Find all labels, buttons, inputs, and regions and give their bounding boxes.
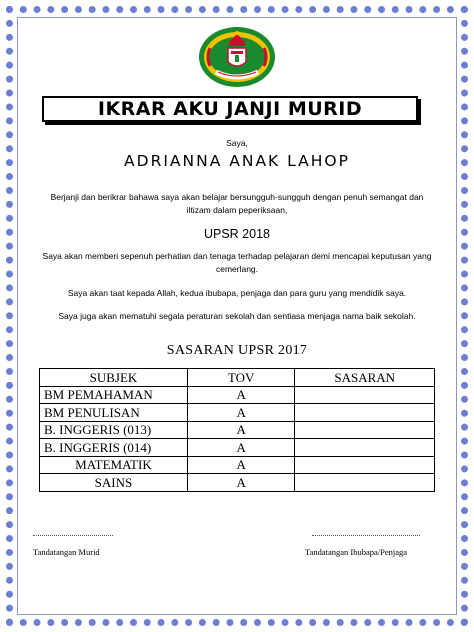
exam-label: UPSR 2018 <box>203 227 270 241</box>
school-crest-logo <box>198 26 276 88</box>
student-name: ADRIANNA ANAK LAHOP <box>124 152 350 170</box>
saya-label: Saya, <box>226 138 248 148</box>
tov-cell: A <box>187 439 295 457</box>
subject-cell: BM PEMAHAMAN <box>40 386 188 404</box>
student-signature-label: Tandatangan Murid <box>33 547 100 557</box>
table-row <box>40 386 435 404</box>
subject-cell: SAINS <box>40 474 188 492</box>
table-header-row <box>40 369 435 387</box>
subject-cell: B. INGGERIS (013) <box>40 421 188 439</box>
subject-cell: BM PENULISAN <box>40 404 188 422</box>
sasaran-cell[interactable] <box>295 386 435 404</box>
sasaran-cell[interactable] <box>295 456 435 474</box>
tov-cell: A <box>187 456 295 474</box>
targets-title: SASARAN UPSR 2017 <box>166 343 308 358</box>
pledge-paragraph-3: Saya akan taat kepada Allah, kedua ibubapa, penjaga dan para guru yang mendidik saya. <box>67 288 407 298</box>
subject-cell: MATEMATIK <box>40 456 188 474</box>
table-row <box>40 456 435 474</box>
table-row <box>40 421 435 439</box>
pledge-paragraph-2: Saya akan memberi sepenuh perhatian dan tenaga terhadap pelajaran demi mencapai keputusan yang cemerlang. <box>42 251 432 274</box>
subject-cell: B. INGGERIS (014) <box>40 439 188 457</box>
header-sasaran: SASARAN <box>295 369 435 387</box>
table-row <box>40 404 435 422</box>
sasaran-cell[interactable] <box>295 421 435 439</box>
tov-cell: A <box>187 474 295 492</box>
tov-cell: A <box>187 386 295 404</box>
pledge-paragraph-4: Saya juga akan mematuhi segala peraturan sekolah dan sentiasa menjaga nama baik sekolah. <box>58 311 416 321</box>
pledge-paragraph-1: Berjanji dan berikrar bahawa saya akan belajar bersungguh-sungguh dengan penuh semangat dan iltizam dalam peperiksaan, <box>50 192 424 215</box>
tov-cell: A <box>187 404 295 422</box>
sasaran-cell[interactable] <box>295 474 435 492</box>
sasaran-cell[interactable] <box>295 439 435 457</box>
table-row <box>40 474 435 492</box>
targets-table <box>39 368 435 492</box>
header-subjek: SUBJEK <box>40 369 188 387</box>
tov-cell: A <box>187 421 295 439</box>
header-tov: TOV <box>187 369 295 387</box>
parent-signature-label: Tandatangan Ibubapa/Penjaga <box>305 547 408 557</box>
table-row <box>40 439 435 457</box>
pledge-title: IKRAR AKU JANJI MURID <box>42 96 418 122</box>
parent-signature-line[interactable] <box>312 535 420 536</box>
student-signature-line[interactable] <box>33 535 113 536</box>
sasaran-cell[interactable] <box>295 404 435 422</box>
